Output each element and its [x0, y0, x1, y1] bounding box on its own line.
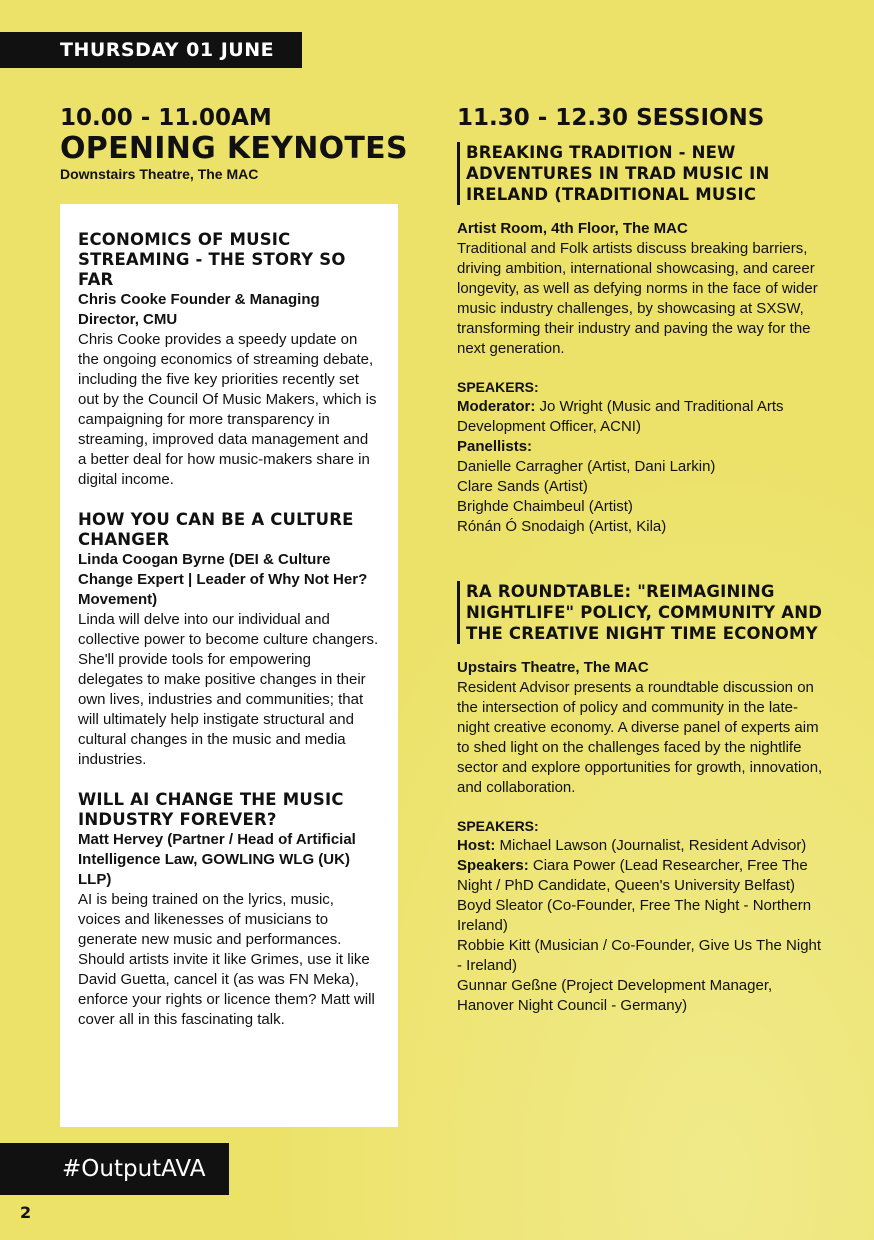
sessions-column: [457, 104, 827, 1016]
talk-description: Linda will delve into our individual and collective power to become culture changers. She'll provide tools for empowering delegates to make positive changes in their own lives, industries and communities; that will ultimately help instigate structural and cultural changes in the music and media industries.: [78, 611, 379, 768]
talk-item: [78, 510, 380, 770]
panellist: Rónán Ó Snodaigh (Artist, Kila): [457, 518, 667, 535]
talk-title: ECONOMICS OF MUSIC STREAMING - THE STORY SO FAR: [78, 230, 346, 289]
moderator-label: Moderator:: [457, 398, 536, 415]
date-banner: THURSDAY 01 JUNE: [0, 32, 302, 68]
moderator-name: Jo Wright (Music and Traditional Arts Development Officer, ACNI): [457, 398, 784, 435]
session-venue: Upstairs Theatre, The MAC: [457, 659, 649, 676]
speaker-name: Robbie Kitt (Musician / Co-Founder, Give Us The Night - Ireland): [457, 937, 822, 974]
speaker-name: Boyd Sleator (Co-Founder, Free The Night - Northern Ireland): [457, 897, 812, 934]
moderator-line: [457, 397, 827, 437]
speakers-label: SPEAKERS:: [457, 818, 539, 834]
keynotes-time: 10.00 - 11.00AM: [60, 105, 272, 131]
talk-description: AI is being trained on the lyrics, music, voices and likenesses of musicians to generate new music and performances. Should artists invite it like Grimes, use it like David Guetta, cancel it (as was FN Meka), enforce your rights or licence them? Matt will cover all in this fascinating talk.: [78, 891, 375, 1028]
speakers-sub-label: Speakers:: [457, 857, 529, 874]
session-title: RA ROUNDTABLE: "REIMAGINING NIGHTLIFE" POLICY, COMMUNITY AND THE CREATIVE NIGHT TIME ECONOMY: [457, 581, 827, 644]
talk-item: [78, 790, 380, 1030]
speaker-line: [457, 856, 827, 896]
talk-description: Chris Cooke provides a speedy update on the ongoing economics of streaming debate, including the five key priorities recently set out by the Council Of Music Makers, which is campaigning for more transparency in streaming, improved data management and a better deal for how music-makers share in digital income.: [78, 331, 377, 488]
session-venue: Artist Room, 4th Floor, The MAC: [457, 220, 688, 237]
speakers-label: SPEAKERS:: [457, 379, 539, 395]
session-description: Traditional and Folk artists discuss breaking barriers, driving ambition, international showcasing, and career longevity, as well as defying norms in the face of wider music industry challenges, by showcasing at SXSW, transforming their industry and paving the way for the next generation.: [457, 240, 818, 357]
keynotes-header: [60, 104, 410, 182]
session-title: BREAKING TRADITION - NEW ADVENTURES IN TRAD MUSIC IN IRELAND (TRADITIONAL MUSIC: [457, 142, 827, 205]
talk-title: WILL AI CHANGE THE MUSIC INDUSTRY FOREVER?: [78, 790, 344, 829]
talk-speaker: Linda Coogan Byrne (DEI & Culture Change Expert | Leader of Why Not Her? Movement): [78, 551, 368, 608]
speaker-name: Ciara Power (Lead Researcher, Free The Night / PhD Candidate, Queen's University Belfast): [457, 857, 808, 894]
panellist: Brighde Chaimbeul (Artist): [457, 498, 633, 515]
keynotes-card: [60, 204, 398, 1127]
host-name: Michael Lawson (Journalist, Resident Advisor): [499, 837, 807, 854]
talk-speaker: Matt Hervey (Partner / Head of Artificial Intelligence Law, GOWLING WLG (UK) LLP): [78, 831, 356, 888]
hashtag-banner: #OutputAVA: [0, 1143, 229, 1195]
session-description: Resident Advisor presents a roundtable discussion on the intersection of policy and community in the late-night creative economy. A diverse panel of experts aim to shed light on the challenges faced by the nightlife sector and explore opportunities for growth, innovation, and collaboration.: [457, 679, 823, 796]
page-number: 2: [20, 1203, 32, 1222]
panellist: Clare Sands (Artist): [457, 478, 588, 495]
talk-item: [78, 230, 380, 490]
host-label: Host:: [457, 837, 496, 854]
panellists-label: Panellists:: [457, 438, 533, 455]
panellist: Danielle Carragher (Artist, Dani Larkin): [457, 458, 716, 475]
keynotes-title: OPENING KEYNOTES: [60, 131, 408, 166]
talk-title: HOW YOU CAN BE A CULTURE CHANGER: [78, 510, 354, 549]
sessions-time: 11.30 - 12.30 SESSIONS: [457, 105, 765, 131]
speaker-name: Gunnar Geßne (Project Development Manager, Hanover Night Council - Germany): [457, 977, 773, 1014]
host-line: [457, 836, 827, 856]
session-item: [457, 581, 827, 1016]
session-item: [457, 142, 827, 537]
talk-speaker: Chris Cooke Founder & Managing Director, CMU: [78, 291, 320, 328]
keynotes-venue: Downstairs Theatre, The MAC: [60, 166, 259, 182]
